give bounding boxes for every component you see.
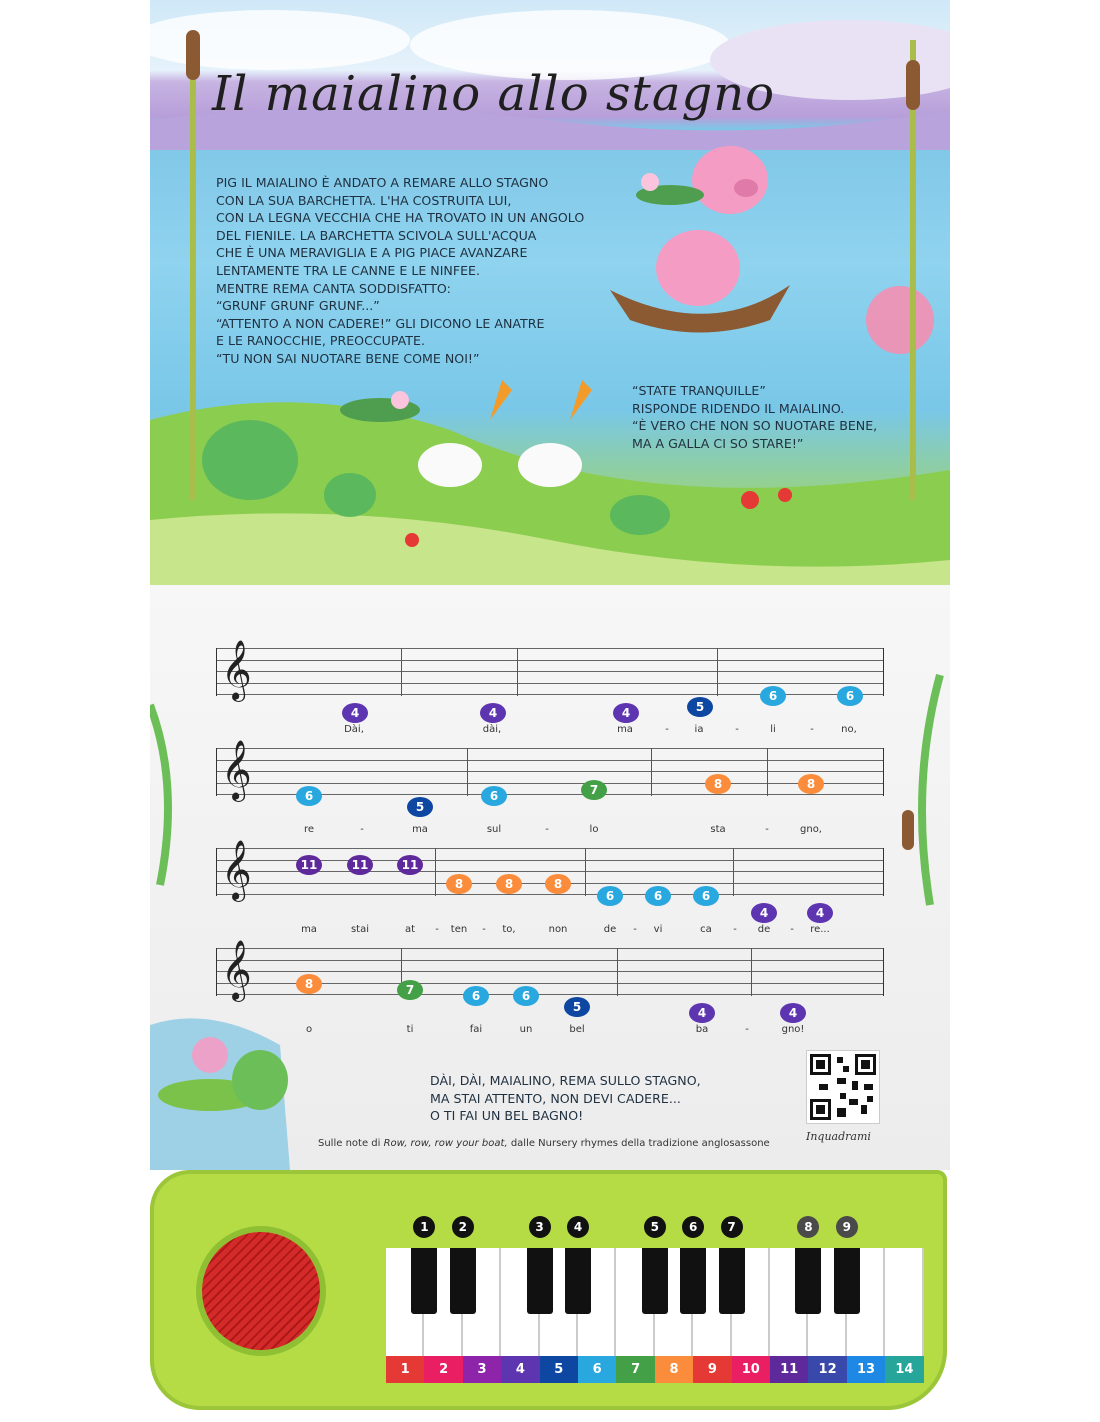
- lyric-syllable: ma: [412, 824, 428, 835]
- lyric-syllable: li: [770, 724, 776, 735]
- lyric-syllable: -: [360, 824, 364, 835]
- bar-line: [401, 648, 402, 696]
- credit-prefix: Sulle note di: [318, 1138, 384, 1149]
- bar-line: [751, 948, 752, 996]
- black-key-6[interactable]: [680, 1248, 706, 1314]
- black-key-9[interactable]: [834, 1248, 860, 1314]
- key-number-10: 10: [732, 1356, 770, 1383]
- black-key-2[interactable]: [450, 1248, 476, 1314]
- black-key-number-3: 3: [529, 1216, 551, 1238]
- note-6: 6: [463, 986, 489, 1006]
- staff-line: [217, 783, 883, 784]
- black-key-number-6: 6: [682, 1216, 704, 1238]
- staff-line: [217, 960, 883, 961]
- lyric-syllable: ma: [301, 924, 317, 935]
- lyric-syllable: ia: [694, 724, 704, 735]
- staff-line: [217, 683, 883, 684]
- staff-line: [217, 848, 883, 849]
- bar-line: [767, 748, 768, 796]
- bar-line: [617, 948, 618, 996]
- note-7: 7: [397, 980, 423, 1000]
- lyric-syllable: sul: [486, 824, 502, 835]
- staff-line: [217, 994, 883, 995]
- bar-line: [733, 848, 734, 896]
- lyric-syllable: stai: [350, 924, 370, 935]
- lyric-syllable: -: [482, 924, 486, 935]
- lyric-syllable: re...: [810, 924, 830, 935]
- bar-line: [517, 648, 518, 696]
- qr-code[interactable]: [806, 1050, 880, 1124]
- lyric-syllable: -: [765, 824, 769, 835]
- lyric-syllable: no,: [841, 724, 857, 735]
- note-5: 5: [564, 997, 590, 1017]
- note-8: 8: [496, 874, 522, 894]
- key-number-7: 7: [616, 1356, 654, 1383]
- note-6: 6: [481, 786, 507, 806]
- note-4: 4: [807, 903, 833, 923]
- page-title: Il maialino allo stagno: [212, 66, 775, 122]
- staff-line: [217, 660, 883, 661]
- lyric-syllable: un: [519, 1024, 533, 1035]
- note-8: 8: [446, 874, 472, 894]
- key-number-9: 9: [693, 1356, 731, 1383]
- note-4: 4: [689, 1003, 715, 1023]
- credit-suffix: dalle Nursery rhymes della tradizione anglosassone: [507, 1138, 770, 1149]
- lyric-syllable: -: [745, 1024, 749, 1035]
- speaker-grille: [202, 1232, 320, 1350]
- black-key-number-7: 7: [721, 1216, 743, 1238]
- key-number-11: 11: [770, 1356, 808, 1383]
- lyric-syllable: -: [733, 924, 737, 935]
- music-staff: [216, 640, 884, 735]
- verse-text: DÀI, DÀI, MAIALINO, REMA SULLO STAGNO, MA STAI ATTENTO, NON DEVI CADERE... O TI FAI UN BEL BAGNO!: [430, 1073, 701, 1124]
- staff-line: [217, 648, 883, 649]
- note-6: 6: [296, 786, 322, 806]
- staff-line: [217, 760, 883, 761]
- key-number-8: 8: [655, 1356, 693, 1383]
- qr-label: Inquadrami: [806, 1130, 871, 1143]
- black-key-number-1: 1: [413, 1216, 435, 1238]
- note-6: 6: [645, 886, 671, 906]
- key-number-2: 2: [424, 1356, 462, 1383]
- staff-line: [217, 948, 883, 949]
- lyric-syllable: non: [548, 924, 568, 935]
- lyric-syllable: -: [545, 824, 549, 835]
- note-5: 5: [407, 797, 433, 817]
- staff-line: [217, 671, 883, 672]
- lyric-syllable: re: [303, 824, 315, 835]
- note-11: 11: [397, 855, 423, 875]
- bar-line: [717, 648, 718, 696]
- lyric-syllable: -: [665, 724, 669, 735]
- key-number-3: 3: [463, 1356, 501, 1383]
- black-key-7[interactable]: [719, 1248, 745, 1314]
- note-11: 11: [296, 855, 322, 875]
- toy-piano: [150, 1170, 947, 1410]
- note-8: 8: [798, 774, 824, 794]
- note-11: 11: [347, 855, 373, 875]
- note-8: 8: [545, 874, 571, 894]
- lyric-syllable: lo: [589, 824, 599, 835]
- key-number-12: 12: [808, 1356, 846, 1383]
- music-staff: [216, 840, 884, 935]
- music-staff: [216, 940, 884, 1035]
- story-text-reply: “STATE TRANQUILLE” RISPONDE RIDENDO IL MAIALINO. “È VERO CHE NON SO NUOTARE BENE, MA A GALLA CI SO STARE!”: [632, 383, 878, 451]
- lyric-syllable: bel: [569, 1024, 585, 1035]
- bar-line: [435, 848, 436, 896]
- note-6: 6: [513, 986, 539, 1006]
- lyric-syllable: -: [435, 924, 439, 935]
- note-8: 8: [705, 774, 731, 794]
- piano-keyboard: [386, 1248, 924, 1383]
- lyric-syllable: gno,: [800, 824, 822, 835]
- white-key-14[interactable]: [885, 1248, 923, 1356]
- note-6: 6: [760, 686, 786, 706]
- key-number-1: 1: [386, 1356, 424, 1383]
- note-6: 6: [837, 686, 863, 706]
- black-key-number-5: 5: [644, 1216, 666, 1238]
- bar-line: [585, 848, 586, 896]
- note-6: 6: [597, 886, 623, 906]
- note-4: 4: [751, 903, 777, 923]
- note-4: 4: [613, 703, 639, 723]
- black-key-3[interactable]: [527, 1248, 553, 1314]
- note-5: 5: [687, 697, 713, 717]
- treble-clef-icon: 𝄞: [221, 940, 252, 1000]
- note-7: 7: [581, 780, 607, 800]
- key-number-4: 4: [501, 1356, 539, 1383]
- key-number-6: 6: [578, 1356, 616, 1383]
- lyric-syllable: de: [757, 924, 771, 935]
- lyric-syllable: ma: [617, 724, 633, 735]
- qr-code-icon: [807, 1051, 879, 1123]
- lyric-syllable: Dài,: [344, 724, 364, 735]
- black-key-1[interactable]: [411, 1248, 437, 1314]
- song-credit: [318, 1138, 770, 1149]
- lyric-syllable: o: [305, 1024, 313, 1035]
- key-number-13: 13: [847, 1356, 885, 1383]
- key-number-14: 14: [885, 1356, 923, 1383]
- black-key-number-4: 4: [567, 1216, 589, 1238]
- lyric-syllable: -: [810, 724, 814, 735]
- staff-line: [217, 971, 883, 972]
- illustration-scene: [150, 0, 950, 585]
- note-4: 4: [780, 1003, 806, 1023]
- lyric-syllable: sta: [710, 824, 726, 835]
- music-staff: [216, 740, 884, 835]
- staff-line: [217, 894, 883, 895]
- black-key-5[interactable]: [642, 1248, 668, 1314]
- lyric-syllable: to,: [502, 924, 516, 935]
- staff-line: [217, 748, 883, 749]
- note-4: 4: [480, 703, 506, 723]
- black-key-number-2: 2: [452, 1216, 474, 1238]
- black-key-number-8: 8: [797, 1216, 819, 1238]
- credit-song: Row, row, row your boat,: [383, 1138, 508, 1149]
- lyric-syllable: -: [633, 924, 637, 935]
- note-8: 8: [296, 974, 322, 994]
- lyric-syllable: -: [790, 924, 794, 935]
- treble-clef-icon: 𝄞: [221, 840, 252, 900]
- lyric-syllable: -: [735, 724, 739, 735]
- staff-line: [217, 771, 883, 772]
- black-key-number-9: 9: [836, 1216, 858, 1238]
- treble-clef-icon: 𝄞: [221, 640, 252, 700]
- lyric-syllable: ten: [450, 924, 468, 935]
- lyric-syllable: gno!: [781, 1024, 805, 1035]
- lyric-syllable: de: [603, 924, 617, 935]
- bar-line: [651, 748, 652, 796]
- lyric-syllable: vi: [653, 924, 663, 935]
- story-text-main: PIG IL MAIALINO È ANDATO A REMARE ALLO STAGNO CON LA SUA BARCHETTA. L'HA COSTRUITA LUI, CON LA LEGNA VECCHIA CHE HA TROVATO IN UN ANGOLO DEL FIENILE. LA BARCHETTA SCIVOLA SULL'ACQUA CHE È UNA MERAVIGLIA E A PIG PIACE AVANZARE LENTAMENTE TRA LE CANNE E LE NINFEE. MENTRE REMA CANTA SODDISFATTO: “GRUNF GRUNF GRUNF...” “ATTENTO A NON CADERE!” GLI DICONO LE ANATRE E LE RANOCCHIE, PREOCCUPATE. “TU NON SAI NUOTARE BENE COME NOI!”: [216, 175, 585, 366]
- black-key-4[interactable]: [565, 1248, 591, 1314]
- lyric-syllable: ti: [406, 1024, 414, 1035]
- key-number-5: 5: [540, 1356, 578, 1383]
- bar-line: [467, 748, 468, 796]
- black-key-8[interactable]: [795, 1248, 821, 1314]
- treble-clef-icon: 𝄞: [221, 740, 252, 800]
- lyric-syllable: dài,: [482, 724, 502, 735]
- note-4: 4: [342, 703, 368, 723]
- lyric-syllable: at: [404, 924, 416, 935]
- note-6: 6: [693, 886, 719, 906]
- lyric-syllable: ca: [700, 924, 712, 935]
- lyric-syllable: ba: [695, 1024, 709, 1035]
- book-page: [150, 0, 950, 1170]
- lyric-syllable: fai: [469, 1024, 483, 1035]
